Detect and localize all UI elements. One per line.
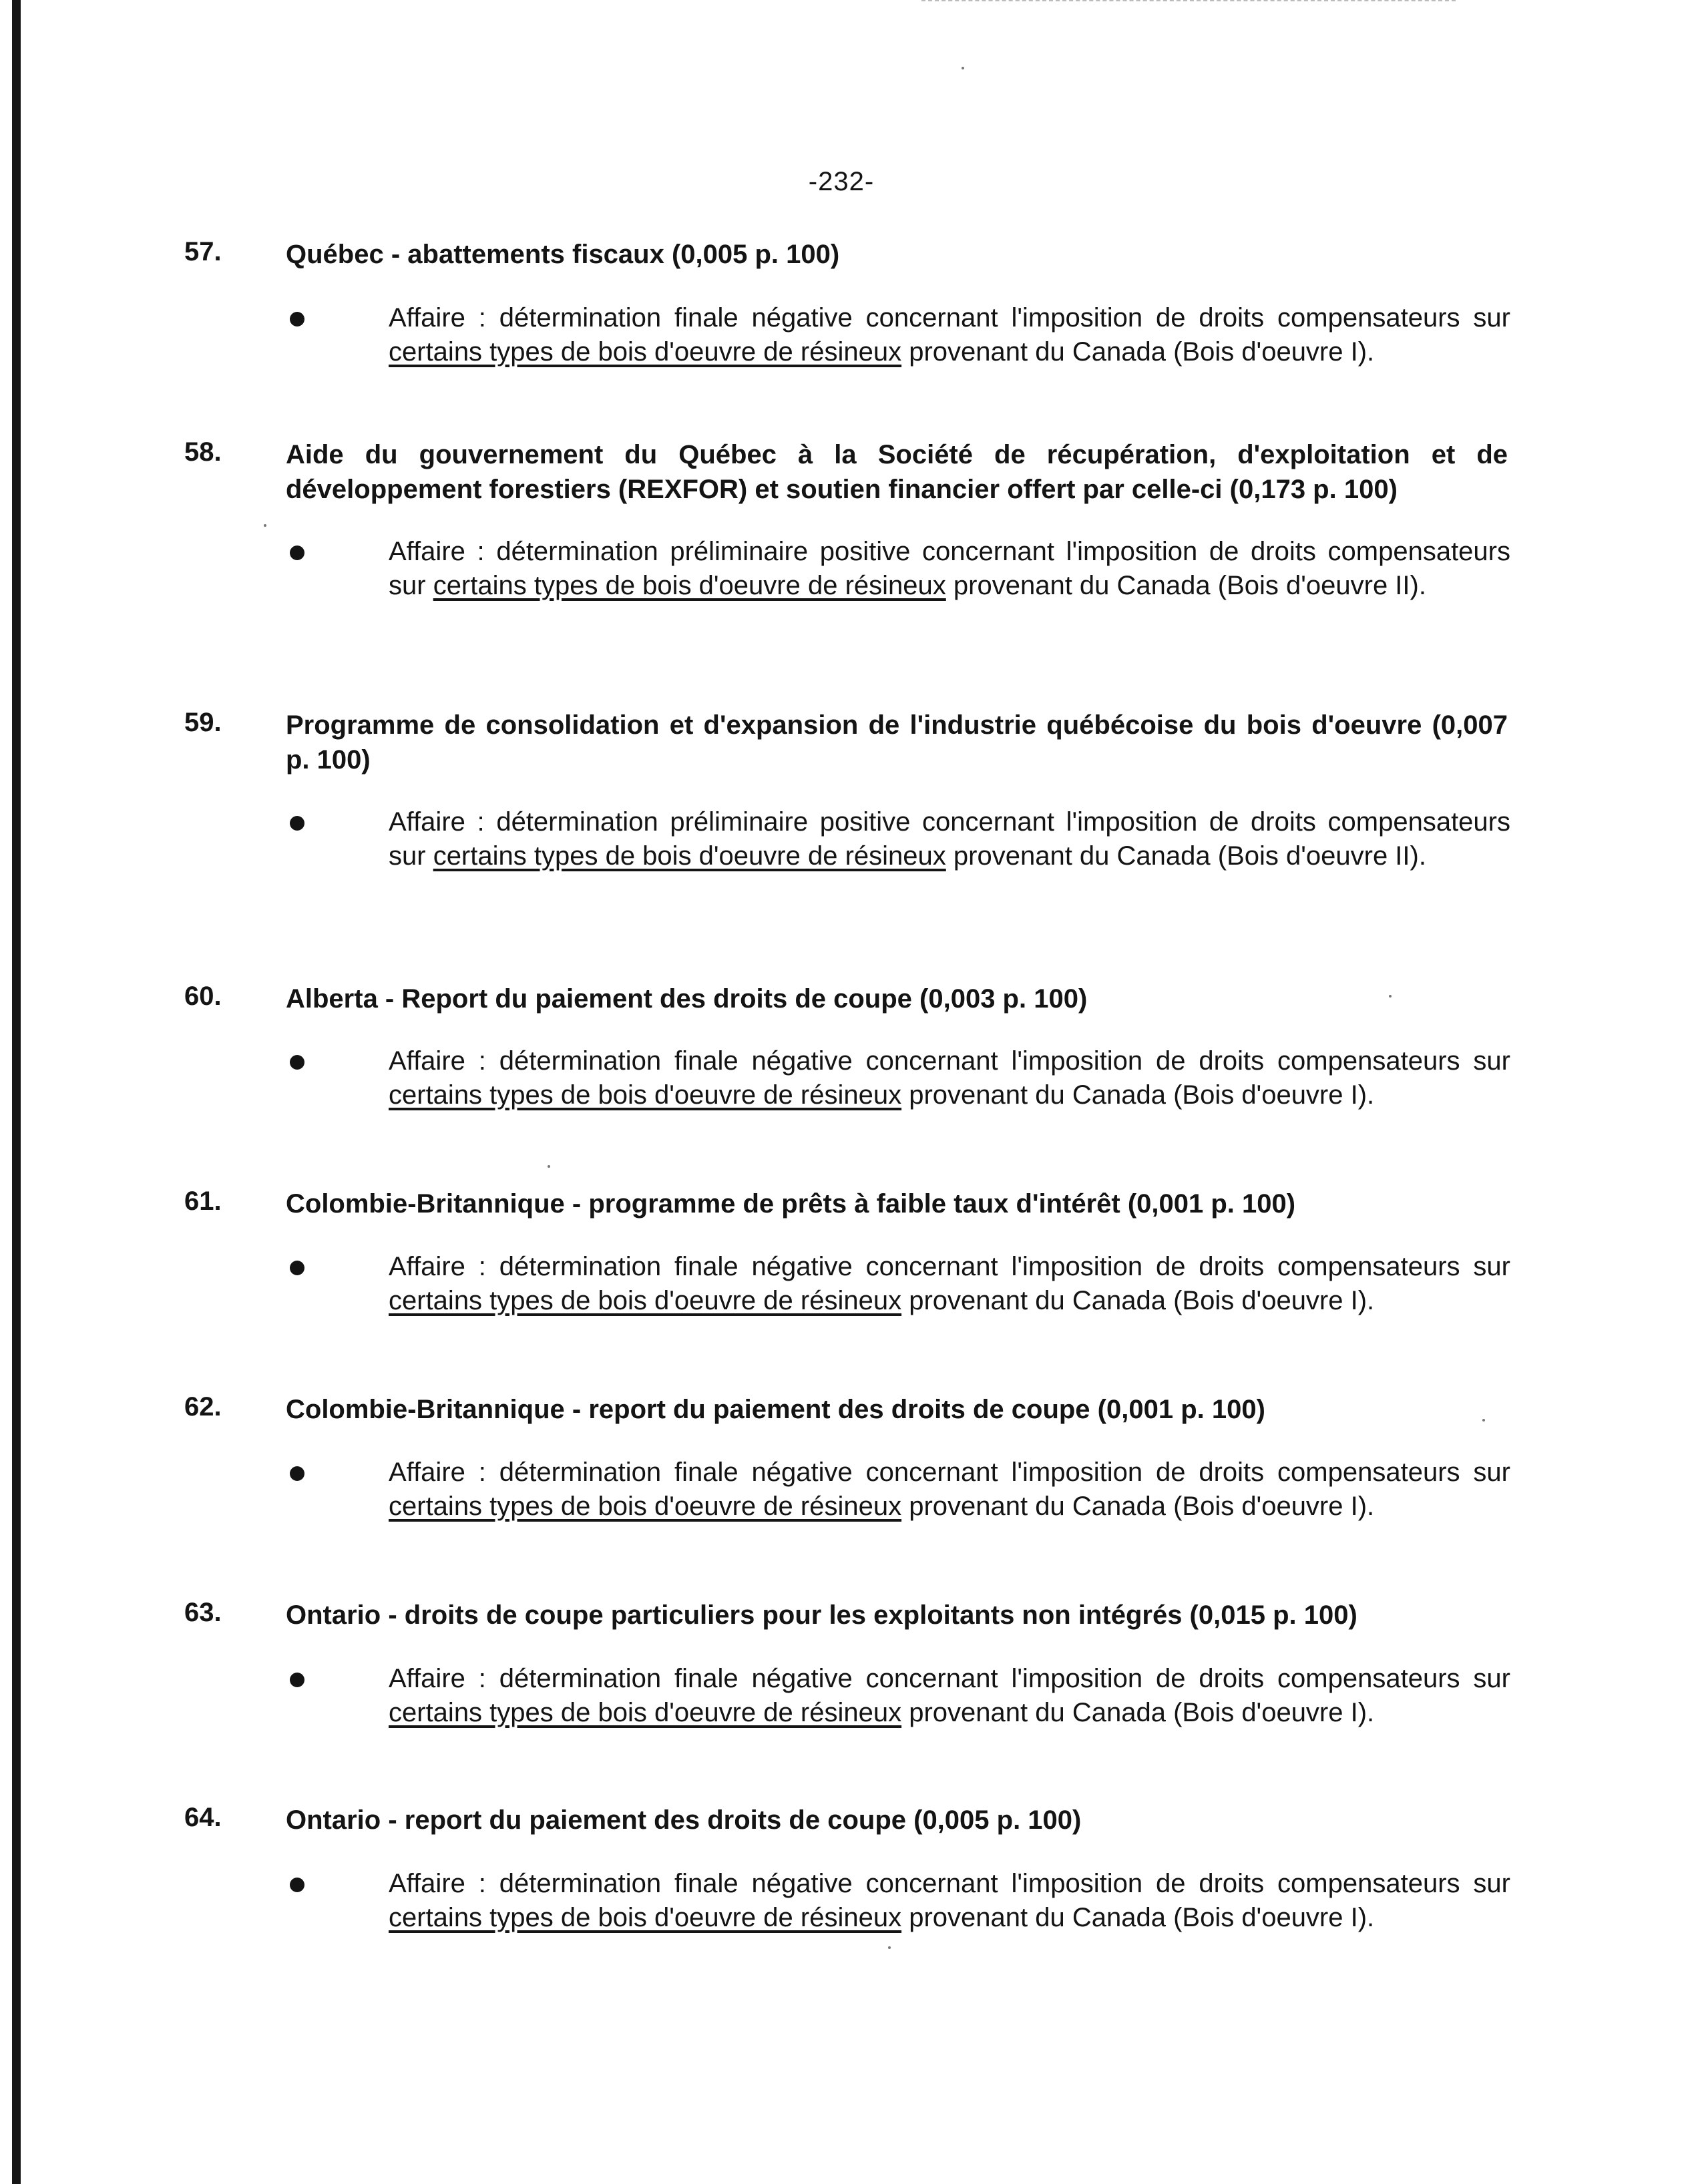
case-text-prefix: Affaire : détermination finale négative concernant l'imposition de droits compensateurs sur xyxy=(389,1869,1510,1898)
item-number: 58. xyxy=(184,437,222,467)
product-underlined: certains types de bois d'oeuvre de résineux xyxy=(389,1492,902,1521)
case-text-suffix: provenant du Canada (Bois d'oeuvre I). xyxy=(901,1492,1375,1521)
product-underlined: certains types de bois d'oeuvre de résineux xyxy=(389,1286,902,1315)
case-text-prefix: Affaire : détermination finale négative concernant l'imposition de droits compensateurs sur xyxy=(389,1664,1510,1693)
item-title: Colombie-Britannique - report du paiement des droits de coupe (0,001 p. 100) xyxy=(286,1395,1265,1424)
item-number: 60. xyxy=(184,981,222,1011)
case-description xyxy=(389,805,1510,873)
scan-speck xyxy=(888,1946,891,1949)
scan-left-edge-rule xyxy=(12,0,21,2184)
item-title: Ontario - droits de coupe particuliers pour les exploitants non intégrés (0,015 p. 100) xyxy=(286,1600,1357,1630)
case-description xyxy=(389,1867,1510,1935)
case-text-prefix: Affaire : détermination préliminaire positive concernant l'imposition de droits compensateurs sur xyxy=(389,807,1510,871)
item-title: Québec - abattements fiscaux (0,005 p. 100) xyxy=(286,240,840,269)
product-underlined: certains types de bois d'oeuvre de résineux xyxy=(389,337,902,367)
case-description xyxy=(389,1044,1510,1112)
case-description xyxy=(389,1250,1510,1318)
item-number: 63. xyxy=(184,1598,222,1627)
item-title: Colombie-Britannique - programme de prêts à faible taux d'intérêt (0,001 p. 100) xyxy=(286,1189,1296,1219)
item-number: 62. xyxy=(184,1392,222,1422)
case-text-prefix: Affaire : détermination finale négative concernant l'imposition de droits compensateurs sur xyxy=(389,1046,1510,1076)
bullet-icon xyxy=(290,816,304,831)
case-description xyxy=(389,1662,1510,1730)
case-text-suffix: provenant du Canada (Bois d'oeuvre II). xyxy=(945,571,1426,600)
scan-speck xyxy=(1389,995,1392,998)
case-text-suffix: provenant du Canada (Bois d'oeuvre I). xyxy=(901,1903,1375,1932)
page-number: -232- xyxy=(808,167,875,196)
item-number: 59. xyxy=(184,708,222,737)
product-underlined: certains types de bois d'oeuvre de résineux xyxy=(389,1698,902,1727)
item-number: 57. xyxy=(184,237,222,266)
item-title: Ontario - report du paiement des droits de coupe (0,005 p. 100) xyxy=(286,1805,1082,1835)
item-number: 64. xyxy=(184,1803,222,1832)
case-text-prefix: Affaire : détermination finale négative concernant l'imposition de droits compensateurs sur xyxy=(389,303,1510,333)
case-description xyxy=(389,1456,1510,1524)
scan-speck xyxy=(264,524,266,527)
case-description xyxy=(389,301,1510,369)
case-text-prefix: Affaire : détermination préliminaire positive concernant l'imposition de droits compensateurs sur xyxy=(389,537,1510,600)
case-text-prefix: Affaire : détermination finale négative concernant l'imposition de droits compensateurs sur xyxy=(389,1252,1510,1281)
scan-top-marks xyxy=(921,0,1456,3)
case-text-suffix: provenant du Canada (Bois d'oeuvre I). xyxy=(901,1698,1375,1727)
product-underlined: certains types de bois d'oeuvre de résineux xyxy=(389,1080,902,1110)
bullet-icon xyxy=(290,312,304,326)
item-title: Alberta - Report du paiement des droits de coupe (0,003 p. 100) xyxy=(286,984,1088,1014)
product-underlined: certains types de bois d'oeuvre de résineux xyxy=(389,1903,902,1932)
scan-speck xyxy=(962,67,964,69)
bullet-icon xyxy=(290,1055,304,1070)
bullet-icon xyxy=(290,545,304,560)
product-underlined: certains types de bois d'oeuvre de résineux xyxy=(433,571,946,600)
case-text-suffix: provenant du Canada (Bois d'oeuvre II). xyxy=(945,841,1426,871)
bullet-icon xyxy=(290,1673,304,1687)
case-text-suffix: provenant du Canada (Bois d'oeuvre I). xyxy=(901,1080,1375,1110)
bullet-icon xyxy=(290,1261,304,1275)
item-title: Aide du gouvernement du Québec à la Société de récupération, d'exploitation et de développement forestiers (REXFOR) et soutien financier offert par celle-ci (0,173 p. 100) xyxy=(286,440,1508,504)
scan-speck xyxy=(1482,1419,1485,1422)
product-underlined: certains types de bois d'oeuvre de résineux xyxy=(433,841,946,871)
case-text-prefix: Affaire : détermination finale négative concernant l'imposition de droits compensateurs sur xyxy=(389,1458,1510,1487)
case-text-suffix: provenant du Canada (Bois d'oeuvre I). xyxy=(901,1286,1375,1315)
bullet-icon xyxy=(290,1466,304,1481)
scan-speck xyxy=(548,1165,550,1168)
item-title: Programme de consolidation et d'expansion de l'industrie québécoise du bois d'oeuvre (0,007 p. 100) xyxy=(286,710,1508,775)
bullet-icon xyxy=(290,1878,304,1892)
case-text-suffix: provenant du Canada (Bois d'oeuvre I). xyxy=(901,337,1375,367)
item-number: 61. xyxy=(184,1186,222,1216)
case-description xyxy=(389,535,1510,603)
